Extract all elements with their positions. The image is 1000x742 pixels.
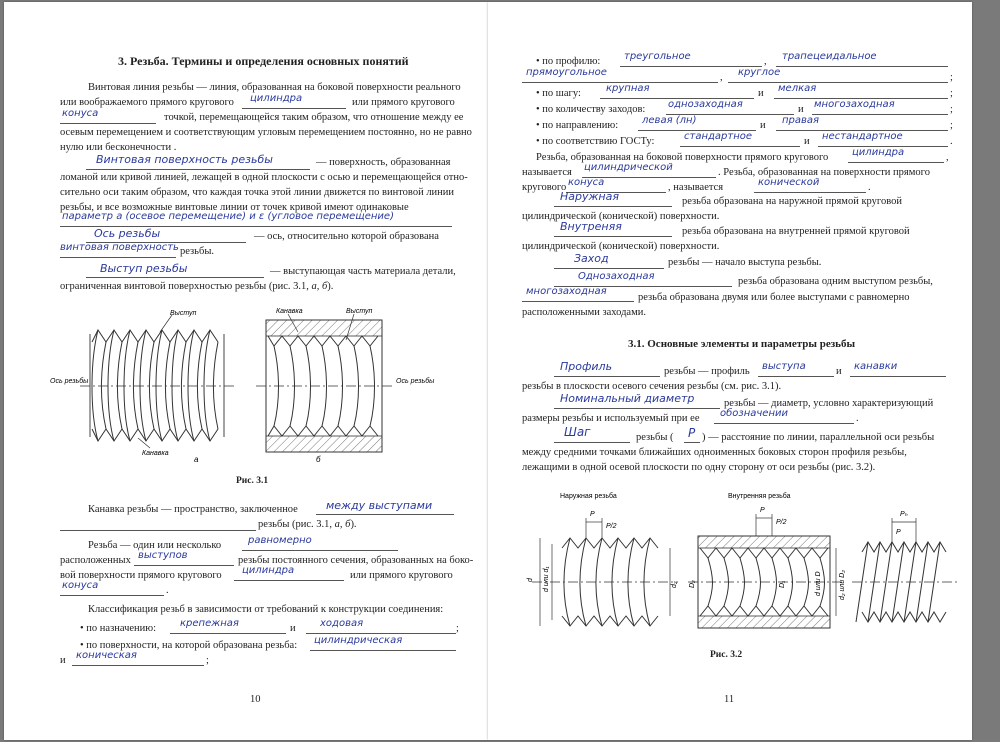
text-line: расположенными заходами.	[522, 307, 646, 318]
bullet-label: • по поверхности, на которой образована резьба:	[80, 640, 298, 651]
text-line: Канавка резьбы — пространство, заключенное	[88, 504, 298, 515]
handwritten-answer: Р	[688, 426, 696, 440]
answer-blank	[776, 66, 948, 67]
handwritten-answer: многозаходная	[526, 286, 607, 297]
text-line: ;	[950, 120, 953, 131]
text-line: ограниченная винтовой поверхностью резьбы (рис. 3.1, а, б).	[60, 281, 334, 292]
answer-blank	[60, 123, 156, 124]
label-d1: d или d₁	[543, 566, 550, 592]
label-dD: d или D	[815, 571, 822, 596]
handwritten-answer: конической	[758, 177, 820, 188]
handwritten-answer: мелкая	[778, 83, 817, 94]
text-line: . Резьба, образованная на поверхности прямого	[718, 167, 930, 178]
text-line: резьбы (рис. 3.1, а, б).	[258, 519, 357, 530]
text-line: или прямого кругового	[350, 570, 453, 581]
text-line: и	[798, 104, 804, 115]
handwritten-answer: конуса	[568, 177, 605, 188]
handwritten-answer: Наружная	[560, 190, 619, 203]
answer-blank	[60, 530, 256, 531]
answer-blank	[306, 633, 456, 634]
answer-blank	[86, 277, 264, 278]
answer-blank	[728, 82, 948, 83]
multistart-thread-drawing	[852, 518, 958, 622]
answer-blank	[680, 146, 800, 147]
figure-a-external-thread	[80, 315, 236, 448]
text-line: нулю или бесконечности .	[60, 142, 177, 153]
thread-figure-3-1	[50, 302, 440, 470]
answer-blank	[242, 108, 346, 109]
label-b: б	[316, 455, 321, 464]
answer-blank	[714, 423, 854, 424]
answer-blank	[316, 514, 454, 515]
handwritten-answer: цилиндрическая	[314, 635, 403, 646]
figure-b-internal-thread	[256, 314, 392, 452]
label-P-multistart: P	[896, 529, 901, 536]
handwritten-answer: треугольное	[624, 51, 691, 62]
bullet-label: • по шагу:	[536, 88, 581, 99]
text-line: резьба образована на внутренней прямой круговой	[682, 226, 910, 237]
page-number: 11	[724, 694, 735, 705]
text-line: резьбы.	[180, 246, 214, 257]
label-P-inner: P	[760, 507, 765, 514]
handwritten-answer: Внутреняя	[560, 220, 622, 233]
handwritten-answer: выступов	[138, 550, 188, 561]
label-vystup: Выступ	[170, 310, 197, 317]
text-line: .	[856, 413, 859, 424]
answer-blank	[170, 633, 286, 634]
text-line: цилиндрической (конической) поверхности.	[522, 211, 720, 222]
text-line: .	[166, 585, 169, 596]
thread-figure-3-2	[502, 488, 964, 638]
handwritten-answer: коническая	[76, 650, 137, 661]
text-line: .	[950, 136, 953, 147]
label-axis: Ось резьбы	[50, 378, 89, 385]
label-inner-thread: Внутренняя резьба	[728, 493, 791, 500]
text-line: ;	[456, 623, 459, 634]
text-line: резьбы в плоскости осевого сечения резьбы (см. рис. 3.1).	[522, 381, 782, 392]
text-line: и	[760, 120, 766, 131]
handwritten-answer: между выступами	[326, 499, 433, 512]
text-line: ;	[950, 72, 953, 83]
text-line: резьбы (	[636, 432, 674, 443]
text-line: резьбы постоянного сечения, образованных на боко-	[238, 555, 474, 566]
handwritten-answer: конуса	[62, 580, 99, 591]
text-line: ;	[950, 104, 953, 115]
text-line: резьбы — начало выступа резьбы.	[668, 257, 822, 268]
figure-caption: Рис. 3.1	[236, 476, 269, 486]
right-page	[488, 2, 972, 740]
handwritten-answer: стандартное	[684, 131, 753, 142]
text-line: цилиндрической (конической) поверхности.	[522, 241, 720, 252]
text-line: — поверхность, образованная	[316, 157, 451, 168]
answer-blank	[310, 650, 456, 651]
label-P2: P/2	[606, 523, 617, 530]
label-D1: D₁	[779, 580, 786, 588]
handwritten-answer: нестандартное	[822, 131, 903, 142]
figure-caption: Рис. 3.2	[710, 650, 743, 660]
label-a: а	[194, 455, 199, 464]
handwritten-answer: цилиндра	[250, 93, 303, 104]
text-line: размеры резьбы и используемый при ее	[522, 413, 700, 424]
text-line: .	[868, 182, 871, 193]
text-line: резьба образована на наружной прямой круговой	[682, 196, 902, 207]
handwritten-answer: левая (лн)	[642, 115, 697, 126]
text-line: или воображаемого прямого кругового	[60, 97, 234, 108]
bullet-label: • по направлению:	[536, 120, 619, 131]
handwritten-answer: правая	[782, 115, 820, 126]
text-line: и	[60, 655, 66, 666]
text-line: лежащими в одной осевой плоскости по одну сторону от оси резьбы (рис. 3.2).	[522, 462, 876, 473]
text-line: ,	[946, 152, 949, 163]
handwritten-answer: цилиндра	[242, 565, 295, 576]
answer-blank	[684, 442, 700, 443]
handwritten-answer: крупная	[606, 83, 650, 94]
text-line: и	[836, 366, 842, 377]
label-vystup-b: Выступ	[346, 308, 373, 315]
bullet-label: • по профилю:	[536, 56, 601, 67]
handwritten-answer: крепежная	[180, 618, 239, 629]
text-line: вой поверхности прямого кругового	[60, 570, 222, 581]
text-line: ,	[720, 72, 723, 83]
text-line: между средними точками ближайших одноименных боковых сторон профиля резьбы,	[522, 447, 907, 458]
handwritten-answer: обозначении	[720, 408, 788, 419]
answer-blank	[60, 257, 176, 258]
answer-blank	[554, 206, 672, 207]
text-line: Винтовая линия резьбы — линия, образованная на боковой поверхности реального	[88, 82, 461, 93]
label-P: P	[590, 511, 595, 518]
answer-blank	[72, 665, 204, 666]
text-line: , называется	[668, 182, 724, 193]
label-kanavka: Канавка	[142, 450, 169, 457]
section-heading: 3. Резьба. Термины и определения основных понятий	[118, 54, 409, 68]
text-line: Классификация резьб в зависимости от требований к конструкции соединения:	[88, 604, 444, 615]
handwritten-answer: Выступ резьбы	[100, 262, 188, 275]
label-d2D2: d₂ или D₂	[839, 570, 846, 600]
outer-thread-drawing	[532, 518, 678, 626]
bullet-label: • по соответствию ГОСТу:	[536, 136, 655, 147]
answer-blank	[554, 442, 630, 443]
answer-blank	[812, 114, 948, 115]
label-kanavka-b: Канавка	[276, 308, 303, 315]
answer-blank	[848, 162, 944, 163]
handwritten-answer: Шаг	[564, 425, 591, 439]
handwritten-answer: цилиндра	[852, 147, 905, 158]
text-line: ;	[206, 655, 209, 666]
label-outer-thread: Наружная резьба	[560, 493, 617, 500]
text-line: резьбы, и все возможные винтовые линии от точек кривой имеют одинаковые	[60, 202, 409, 213]
handwritten-answer: круглое	[738, 67, 781, 78]
answer-blank	[554, 236, 672, 237]
answer-blank	[754, 192, 866, 193]
bullet-label: • по назначению:	[80, 623, 157, 634]
handwritten-answer: ходовая	[320, 618, 364, 629]
text-line: — ось, относительно которой образована	[254, 231, 439, 242]
text-line: точкой, перемещающейся таким образом, что отношение между ее	[164, 112, 464, 123]
text-line: ,	[764, 56, 767, 67]
inner-thread-drawing	[688, 514, 842, 628]
text-line: называется	[522, 167, 572, 178]
handwritten-answer: Ось резьбы	[94, 227, 161, 240]
handwritten-answer: однозаходная	[668, 99, 743, 110]
answer-blank	[234, 580, 344, 581]
handwritten-answer: Заход	[574, 252, 609, 265]
handwritten-answer: многозаходная	[814, 99, 895, 110]
text-line: ;	[950, 88, 953, 99]
handwritten-answer: конуса	[62, 108, 99, 119]
handwritten-answer: трапецеидальное	[782, 51, 877, 62]
label-d2: d₂	[671, 581, 678, 588]
answer-blank	[758, 376, 834, 377]
label-Ph: Pₕ	[900, 511, 908, 518]
answer-blank	[60, 595, 164, 596]
handwritten-answer: выступа	[762, 361, 806, 372]
text-line: и	[290, 623, 296, 634]
text-line: Резьба — один или несколько	[88, 540, 222, 551]
handwritten-answer: винтовая поверхность	[60, 242, 179, 253]
left-page	[4, 2, 488, 740]
text-line: ) — расстояние по линии, параллельной оси резьбы	[702, 432, 935, 443]
label-d: d	[527, 578, 534, 582]
page-number: 10	[250, 694, 261, 705]
handwritten-answer: равномерно	[248, 535, 312, 546]
text-line: осевым перемещением и соответствующим угловым перемещением постоянно, но не равно	[60, 127, 472, 138]
handwritten-answer: прямоугольное	[526, 67, 607, 78]
handwritten-answer: Профиль	[560, 360, 613, 373]
text-line: резьбы — диаметр, условно характеризующий	[724, 398, 934, 409]
answer-blank	[134, 565, 234, 566]
handwritten-answer: цилиндрической	[584, 162, 673, 173]
handwritten-answer: Винтовая поверхность резьбы	[96, 153, 273, 166]
answer-blank	[242, 550, 398, 551]
handwritten-answer: параметр а (осевое перемещение) и ε (угловое перемещение)	[62, 211, 394, 222]
label-P2-inner: P/2	[776, 519, 787, 526]
text-line: резьбы — профиль	[664, 366, 750, 377]
text-line: резьба образована одним выступом резьбы,	[738, 276, 933, 287]
handwritten-answer: Номинальный диаметр	[560, 392, 695, 405]
label-D2: D₂	[689, 580, 696, 588]
text-line: Резьба, образованная на боковой поверхности прямого кругового	[536, 152, 829, 163]
label-axis-b: Ось резьбы	[396, 378, 435, 385]
bullet-label: • по количеству заходов:	[536, 104, 646, 115]
text-line: расположенных	[60, 555, 131, 566]
text-line: резьба образована двумя или более выступами с равномерно	[638, 292, 910, 303]
handwritten-answer: канавки	[854, 361, 898, 372]
answer-blank	[850, 376, 946, 377]
text-line: кругового	[522, 182, 567, 193]
text-line: ломаной или кривой линией, лежащей в одной плоскости с осью и перемещающейся отно-	[60, 172, 468, 183]
answer-blank	[554, 408, 720, 409]
text-line: сительно оси таким образом, что каждая точка этой линии движется по винтовой линии	[60, 187, 455, 198]
answer-blank	[554, 268, 664, 269]
handwritten-answer: Однозаходная	[578, 271, 655, 282]
text-line: и	[804, 136, 810, 147]
text-line: и	[758, 88, 764, 99]
text-line: — выступающая часть материала детали,	[270, 266, 456, 277]
answer-blank	[522, 301, 634, 302]
answer-blank	[554, 376, 660, 377]
text-line: или прямого кругового	[352, 97, 455, 108]
subsection-heading: 3.1. Основные элементы и параметры резьбы	[628, 338, 856, 350]
